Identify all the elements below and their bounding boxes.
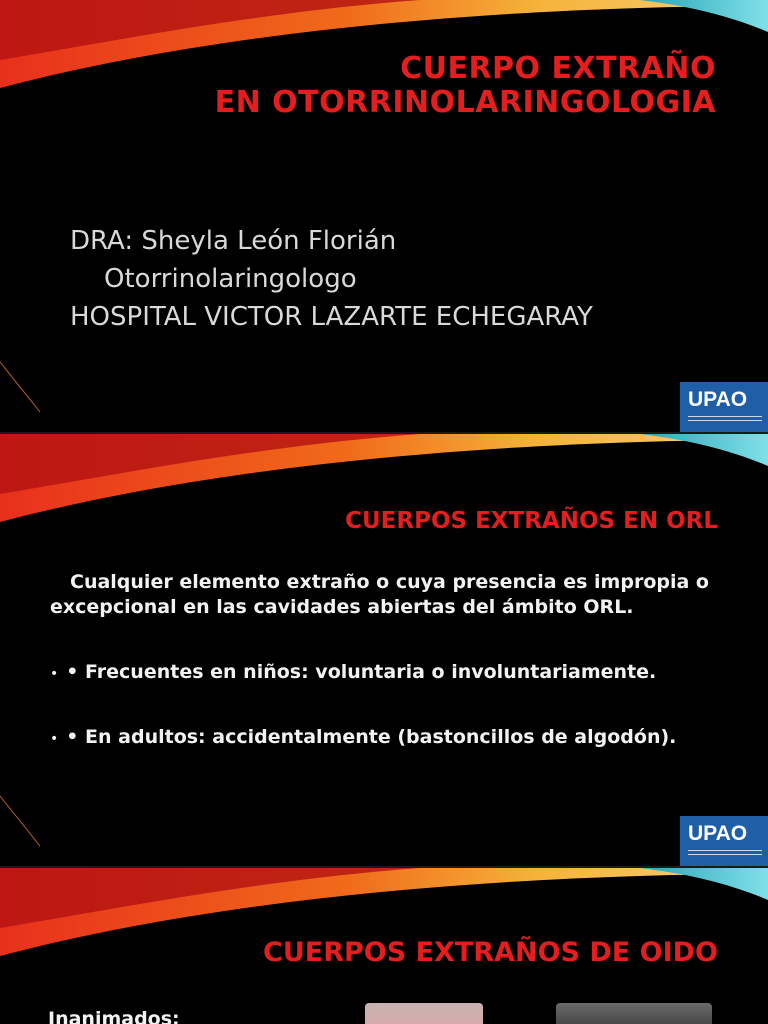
bullet-marker: • <box>50 666 59 682</box>
slide-title <box>215 52 716 120</box>
decorative-line <box>0 352 80 432</box>
bullet-marker: • <box>50 731 59 747</box>
hospital-name: HOSPITAL VICTOR LAZARTE ECHEGARAY <box>70 302 593 332</box>
slide-title: CUERPOS EXTRAÑOS DE OIDO <box>263 937 718 968</box>
ear-photo <box>556 1003 712 1024</box>
title-line-1: CUERPO EXTRAÑO <box>400 51 716 86</box>
list-item <box>50 725 750 752</box>
upao-logo <box>680 816 768 866</box>
ear-foreign-body-slide <box>0 868 768 1024</box>
author-specialty: Otorrinolaringologo <box>104 264 357 294</box>
decorative-line <box>0 786 80 866</box>
title-line-2: EN OTORRINOLARINGOLOGIA <box>214 85 716 120</box>
upao-logo <box>680 382 768 432</box>
logo-text: UPAO <box>688 822 748 845</box>
definition-text: Cualquier elemento extraño o cuya presencia es impropia o excepcional en las cavidades abiertas del ámbito ORL. <box>50 571 709 618</box>
bullet-text: • En adultos: accidentalmente (bastoncillos de algodón). <box>66 726 677 748</box>
logo-text: UPAO <box>688 388 748 411</box>
title-slide <box>0 0 768 432</box>
list-item <box>50 660 750 687</box>
definition-slide <box>0 434 768 866</box>
slide-subtitle: Inanimados: <box>48 1008 180 1024</box>
logo-tagline <box>688 416 762 421</box>
author-name: DRA: Sheyla León Florián <box>70 226 397 256</box>
slide-body <box>50 570 750 752</box>
bullet-text: • Frecuentes en niños: voluntaria o involuntariamente. <box>66 661 657 683</box>
ear-photo <box>365 1003 483 1024</box>
slide-title: CUERPOS EXTRAÑOS EN ORL <box>345 508 718 534</box>
logo-tagline <box>688 850 762 855</box>
presenter-info <box>70 222 593 336</box>
